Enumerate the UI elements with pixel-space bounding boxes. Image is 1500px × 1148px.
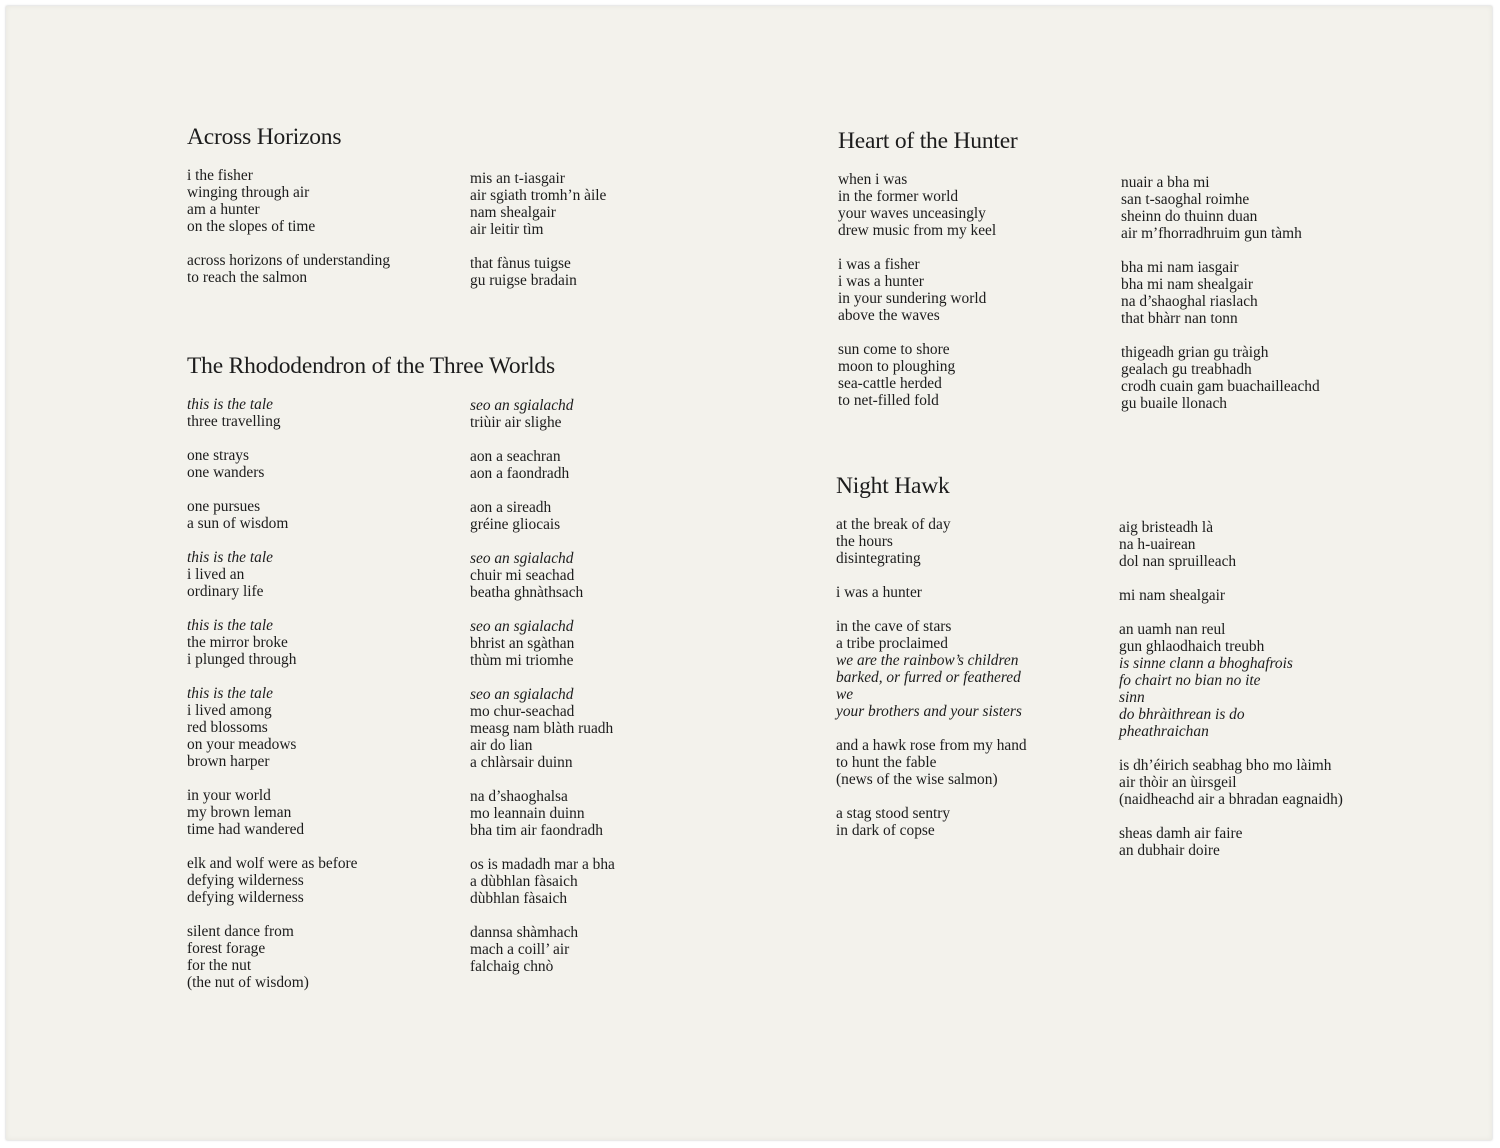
verse-line: ordinary life bbox=[187, 583, 264, 600]
verse-line: thùm mi triomhe bbox=[470, 652, 574, 669]
stanza bbox=[836, 737, 1027, 788]
verse-line: this is the tale bbox=[187, 549, 273, 566]
verse-line: air do lian bbox=[470, 737, 533, 754]
verse-line: san t-saoghal roimhe bbox=[1121, 191, 1250, 208]
poem-rhododendron bbox=[187, 351, 615, 991]
verse-line: dannsa shàmhach bbox=[470, 924, 579, 941]
english-column bbox=[836, 516, 1027, 856]
stanza bbox=[187, 396, 358, 430]
verse-line: your brothers and your sisters bbox=[836, 703, 1022, 720]
verse-line: an uamh nan reul bbox=[1119, 621, 1226, 638]
stanza bbox=[470, 170, 606, 238]
verse-line: bha mi nam iasgair bbox=[1121, 259, 1239, 276]
stanza bbox=[836, 584, 1027, 601]
verse-line: for the nut bbox=[187, 957, 252, 974]
stanza bbox=[1119, 825, 1343, 859]
verse-line: na h-uairean bbox=[1119, 536, 1196, 553]
poem-title: Night Hawk bbox=[836, 473, 950, 499]
verse-line: (naidheachd air a bhradan eagnaidh) bbox=[1119, 791, 1343, 808]
stanza bbox=[187, 252, 390, 286]
verse-line: bha tim air faondradh bbox=[470, 822, 603, 839]
verse-line: to hunt the fable bbox=[836, 754, 937, 771]
verse-line: mach a coill’ air bbox=[470, 941, 570, 958]
verse-line: to net-filled fold bbox=[838, 392, 939, 409]
verse-line: i the fisher bbox=[187, 167, 253, 184]
verse-line: seo an sgialachd bbox=[470, 550, 574, 567]
verse-line: drew music from my keel bbox=[838, 222, 997, 239]
gaelic-column bbox=[1119, 519, 1343, 876]
verse-line: we are the rainbow’s children bbox=[836, 652, 1019, 669]
verse-line: on the slopes of time bbox=[187, 218, 316, 235]
stanza bbox=[470, 686, 615, 771]
english-column bbox=[187, 396, 358, 1008]
stanza bbox=[470, 397, 615, 431]
poem-night-hawk bbox=[836, 471, 1343, 859]
stanza bbox=[838, 171, 996, 239]
verse-line: i was a hunter bbox=[838, 273, 924, 290]
verse-line: air leitir tìm bbox=[470, 221, 544, 238]
stanza bbox=[187, 549, 358, 600]
verse-line: air m’fhorradhruim gun tàmh bbox=[1121, 225, 1302, 242]
verse-line: time had wandered bbox=[187, 821, 305, 838]
gaelic-column bbox=[470, 170, 606, 306]
verse-line: in your world bbox=[187, 787, 271, 804]
verse-line: thigeadh grian gu tràigh bbox=[1121, 344, 1269, 361]
verse-line: brown harper bbox=[187, 753, 270, 770]
verse-line: is sinne clann a bhoghafrois bbox=[1119, 655, 1293, 672]
gaelic-column bbox=[470, 397, 615, 992]
verse-line: fo chairt no bian no ite bbox=[1119, 672, 1261, 689]
verse-line: gréine gliocais bbox=[470, 516, 561, 533]
verse-line: do bhràithrean is do bbox=[1119, 706, 1245, 723]
stanza bbox=[187, 498, 358, 532]
stanza bbox=[838, 256, 996, 324]
verse-line: a chlàrsair duinn bbox=[470, 754, 573, 771]
verse-line: defying wilderness bbox=[187, 889, 304, 906]
verse-line: forest forage bbox=[187, 940, 266, 957]
verse-line: we bbox=[836, 686, 854, 703]
verse-line: red blossoms bbox=[187, 719, 268, 736]
verse-line: in your sundering world bbox=[838, 290, 987, 307]
stanza bbox=[187, 167, 390, 235]
verse-line: aon a faondradh bbox=[470, 465, 570, 482]
verse-line: i lived among bbox=[187, 702, 272, 719]
verse-line: your waves unceasingly bbox=[838, 205, 986, 222]
stanza bbox=[187, 617, 358, 668]
verse-line: across horizons of understanding bbox=[187, 252, 391, 269]
verse-line: defying wilderness bbox=[187, 872, 304, 889]
verse-line: elk and wolf were as before bbox=[187, 855, 358, 872]
verse-line: disintegrating bbox=[836, 550, 921, 567]
stanza bbox=[470, 255, 606, 289]
stanza bbox=[187, 855, 358, 906]
stanza bbox=[470, 550, 615, 601]
verse-line: winging through air bbox=[187, 184, 310, 201]
verse-line: (the nut of wisdom) bbox=[187, 974, 309, 991]
stanza bbox=[1119, 621, 1343, 740]
verse-line: aon a sireadh bbox=[470, 499, 552, 516]
verse-line: mi nam shealgair bbox=[1119, 587, 1225, 604]
verse-line: sinn bbox=[1119, 689, 1145, 706]
verse-line: in the former world bbox=[838, 188, 959, 205]
verse-line: on your meadows bbox=[187, 736, 297, 753]
verse-line: moon to ploughing bbox=[838, 358, 956, 375]
verse-line: falchaig chnò bbox=[470, 958, 554, 975]
verse-line: when i was bbox=[838, 171, 908, 188]
stanza bbox=[470, 499, 615, 533]
verse-line: os is madadh mar a bha bbox=[470, 856, 615, 873]
stanza bbox=[470, 618, 615, 669]
stanza bbox=[838, 341, 996, 409]
verse-line: this is the tale bbox=[187, 396, 273, 413]
stanza bbox=[470, 856, 615, 907]
stanza bbox=[470, 448, 615, 482]
stanza bbox=[1121, 259, 1320, 327]
verse-line: pheathraichan bbox=[1119, 723, 1209, 740]
verse-line: triùir air slighe bbox=[470, 414, 562, 431]
verse-line: air sgiath tromh’n àile bbox=[470, 187, 607, 204]
verse-line: in dark of copse bbox=[836, 822, 935, 839]
verse-line: a dùbhlan fàsaich bbox=[470, 873, 578, 890]
verse-line: a sun of wisdom bbox=[187, 515, 289, 532]
verse-line: na d’shaoghalsa bbox=[470, 788, 568, 805]
verse-line: and a hawk rose from my hand bbox=[836, 737, 1027, 754]
verse-line: my brown leman bbox=[187, 804, 292, 821]
gaelic-column bbox=[1121, 174, 1320, 429]
verse-line: mo chur-seachad bbox=[470, 703, 575, 720]
verse-line: i lived an bbox=[187, 566, 245, 583]
verse-line: one wanders bbox=[187, 464, 265, 481]
poem-title: Across Horizons bbox=[187, 124, 342, 150]
verse-line: i was a fisher bbox=[838, 256, 920, 273]
stanza bbox=[836, 516, 1027, 567]
verse-line: the hours bbox=[836, 533, 893, 550]
verse-line: that bhàrr nan tonn bbox=[1121, 310, 1238, 327]
verse-line: sea-cattle herded bbox=[838, 375, 942, 392]
verse-line: beatha ghnàthsach bbox=[470, 584, 584, 601]
stanza bbox=[187, 923, 358, 991]
stanza bbox=[1121, 344, 1320, 412]
verse-line: gu buaile llonach bbox=[1121, 395, 1227, 412]
verse-line: na d’shaoghal riaslach bbox=[1121, 293, 1258, 310]
stanza bbox=[1119, 587, 1343, 604]
verse-line: bhrist an sgàthan bbox=[470, 635, 575, 652]
poem-title: The Rhododendron of the Three Worlds bbox=[187, 353, 555, 379]
verse-line: crodh cuain gam buachailleachd bbox=[1121, 378, 1320, 395]
stanza bbox=[470, 788, 615, 839]
verse-line: this is the tale bbox=[187, 685, 273, 702]
verse-line: sheinn do thuinn duan bbox=[1121, 208, 1258, 225]
verse-line: seo an sgialachd bbox=[470, 397, 574, 414]
verse-line: dol nan spruilleach bbox=[1119, 553, 1237, 570]
verse-line: this is the tale bbox=[187, 617, 273, 634]
stanza bbox=[187, 685, 358, 770]
verse-line: sheas damh air faire bbox=[1119, 825, 1243, 842]
verse-line: i was a hunter bbox=[836, 584, 922, 601]
verse-line: barked, or furred or feathered bbox=[836, 669, 1021, 686]
stanza bbox=[1119, 757, 1343, 808]
verse-line: am a hunter bbox=[187, 201, 260, 218]
verse-line: nuair a bha mi bbox=[1121, 174, 1210, 191]
verse-line: three travelling bbox=[187, 413, 281, 430]
verse-line: air thòir an ùirsgeil bbox=[1119, 774, 1237, 791]
poem-heart-of-the-hunter bbox=[838, 126, 1320, 412]
verse-line: gu ruigse bradain bbox=[470, 272, 577, 289]
stanza bbox=[836, 618, 1027, 720]
verse-line: the mirror broke bbox=[187, 634, 288, 651]
stanza bbox=[836, 805, 1027, 839]
verse-line: is dh’éirich seabhag bho mo làimh bbox=[1119, 757, 1332, 774]
verse-line: measg nam blàth ruadh bbox=[470, 720, 614, 737]
english-column bbox=[187, 167, 390, 303]
stanza bbox=[1121, 174, 1320, 242]
verse-line: sun come to shore bbox=[838, 341, 950, 358]
verse-line: an dubhair doire bbox=[1119, 842, 1220, 859]
verse-line: mis an t-iasgair bbox=[470, 170, 565, 187]
poem-across-horizons bbox=[187, 122, 607, 289]
verse-line: chuir mi seachad bbox=[470, 567, 575, 584]
stanza bbox=[470, 924, 615, 975]
verse-line: nam shealgair bbox=[470, 204, 556, 221]
verse-line: i plunged through bbox=[187, 651, 297, 668]
verse-line: a tribe proclaimed bbox=[836, 635, 948, 652]
english-column bbox=[838, 171, 996, 426]
verse-line: to reach the salmon bbox=[187, 269, 308, 286]
verse-line: at the break of day bbox=[836, 516, 951, 533]
stanza bbox=[1119, 519, 1343, 570]
verse-line: in the cave of stars bbox=[836, 618, 952, 635]
verse-line: gun ghlaodhaich treubh bbox=[1119, 638, 1265, 655]
verse-line: aon a seachran bbox=[470, 448, 561, 465]
verse-line: that fànus tuigse bbox=[470, 255, 571, 272]
verse-line: dùbhlan fàsaich bbox=[470, 890, 568, 907]
stanza bbox=[187, 787, 358, 838]
poem-title: Heart of the Hunter bbox=[838, 128, 1018, 154]
verse-line: bha mi nam shealgair bbox=[1121, 276, 1254, 293]
verse-line: (news of the wise salmon) bbox=[836, 771, 998, 788]
verse-line: seo an sgialachd bbox=[470, 686, 574, 703]
stanza bbox=[187, 447, 358, 481]
verse-line: one pursues bbox=[187, 498, 261, 515]
verse-line: seo an sgialachd bbox=[470, 618, 574, 635]
verse-line: silent dance from bbox=[187, 923, 294, 940]
verse-line: a stag stood sentry bbox=[836, 805, 951, 822]
paper-sheet bbox=[6, 6, 1492, 1140]
verse-line: one strays bbox=[187, 447, 249, 464]
verse-line: gealach gu treabhadh bbox=[1121, 361, 1252, 378]
verse-line: aig bristeadh là bbox=[1119, 519, 1214, 536]
verse-line: mo leannain duinn bbox=[470, 805, 585, 822]
verse-line: above the waves bbox=[838, 307, 940, 324]
